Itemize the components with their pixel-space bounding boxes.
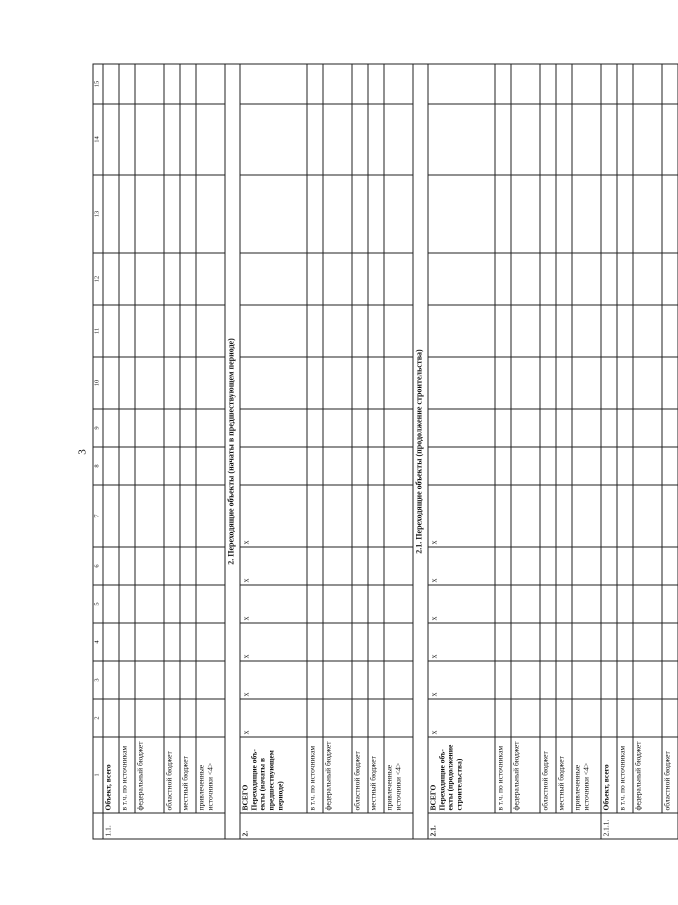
header-cell: 13 [93, 175, 103, 253]
x-mark: x [428, 623, 495, 661]
row-label: привлеченные источники <4> [384, 737, 413, 813]
row-label: местный бюджет [180, 737, 196, 813]
x-mark: x [240, 661, 307, 699]
section-heading-row [225, 64, 240, 839]
header-cell: 2 [93, 699, 103, 737]
x-mark: x [428, 661, 495, 699]
row-label: в т.ч. по источникам [119, 737, 135, 813]
table-row [662, 64, 678, 839]
x-mark: x [240, 699, 307, 737]
table-row [323, 64, 352, 839]
table-row [196, 64, 225, 839]
table-row [103, 64, 119, 839]
x-mark: x [428, 547, 495, 585]
header-cell: 1 [93, 737, 103, 813]
table-row [495, 64, 511, 839]
table-row [368, 64, 384, 839]
header-cell: 4 [93, 623, 103, 661]
section-title: 2.1. Переходящие объекты (продолжение строительства) [413, 64, 428, 839]
x-mark: x [428, 485, 495, 547]
table-row [135, 64, 164, 839]
header-cell: 10 [93, 357, 103, 409]
row-label: областной бюджет [352, 737, 368, 813]
table-row [428, 64, 495, 839]
table-row [352, 64, 368, 839]
header-row [93, 64, 103, 839]
table-row [511, 64, 540, 839]
row-label: местный бюджет [556, 737, 572, 813]
x-mark: x [428, 585, 495, 623]
table-row [384, 64, 413, 839]
table-row [633, 64, 662, 839]
row-label: федеральный бюджет [511, 737, 540, 813]
table-row [307, 64, 323, 839]
table-row [617, 64, 633, 839]
header-cell: 9 [93, 409, 103, 447]
row-label: областной бюджет [540, 737, 556, 813]
table-row [180, 64, 196, 839]
page-number: 3 [76, 449, 88, 455]
table-row [601, 64, 617, 839]
x-mark: x [240, 623, 307, 661]
table-row [540, 64, 556, 839]
x-mark: x [240, 547, 307, 585]
budget-table [92, 64, 678, 840]
row-label: Объект, всего [601, 737, 617, 813]
header-cell: 7 [93, 485, 103, 547]
x-mark: x [428, 699, 495, 737]
row-label: ВСЕГО Переходящие объ-екты (продолжение строительства) [428, 737, 495, 813]
header-cell: 3 [93, 661, 103, 699]
row-number: 2.1. [428, 813, 601, 839]
row-label: в т.ч. по источникам [495, 737, 511, 813]
table-row [119, 64, 135, 839]
table-row [556, 64, 572, 839]
rotated-document-page [76, 65, 671, 840]
row-label: ВСЕГО Переходящие объ-екты (начаты в предшествующем периоде) [240, 737, 307, 813]
row-label: в т.ч. по источникам [307, 737, 323, 813]
row-label: Объект, всего [103, 737, 119, 813]
section-title: 2. Переходящие объекты (начаты в предшествующем периоде) [225, 64, 240, 839]
table-row [164, 64, 180, 839]
row-number: 2. [240, 813, 413, 839]
x-mark: x [240, 485, 307, 547]
header-cell: 8 [93, 447, 103, 485]
section-heading-row [413, 64, 428, 839]
row-label: в т.ч. по источникам [617, 737, 633, 813]
row-label: федеральный бюджет [135, 737, 164, 813]
header-cell: 11 [93, 305, 103, 357]
row-label: областной бюджет [662, 737, 678, 813]
header-cell: 15 [93, 64, 103, 104]
header-cell: 6 [93, 547, 103, 585]
row-label: привлеченные источники <4> [572, 737, 601, 813]
x-mark: x [240, 585, 307, 623]
header-cell: 12 [93, 253, 103, 305]
header-cell: 5 [93, 585, 103, 623]
row-label: привлеченные источники <4> [196, 737, 225, 813]
row-label: местный бюджет [368, 737, 384, 813]
table-row [572, 64, 601, 839]
row-label: областной бюджет [164, 737, 180, 813]
table-row [240, 64, 307, 839]
row-number: 1.1. [103, 813, 225, 839]
row-number: 2.1.1. [601, 813, 678, 839]
row-label: федеральный бюджет [323, 737, 352, 813]
header-cell: 14 [93, 104, 103, 175]
row-label: федеральный бюджет [633, 737, 662, 813]
header-cell [93, 813, 103, 839]
